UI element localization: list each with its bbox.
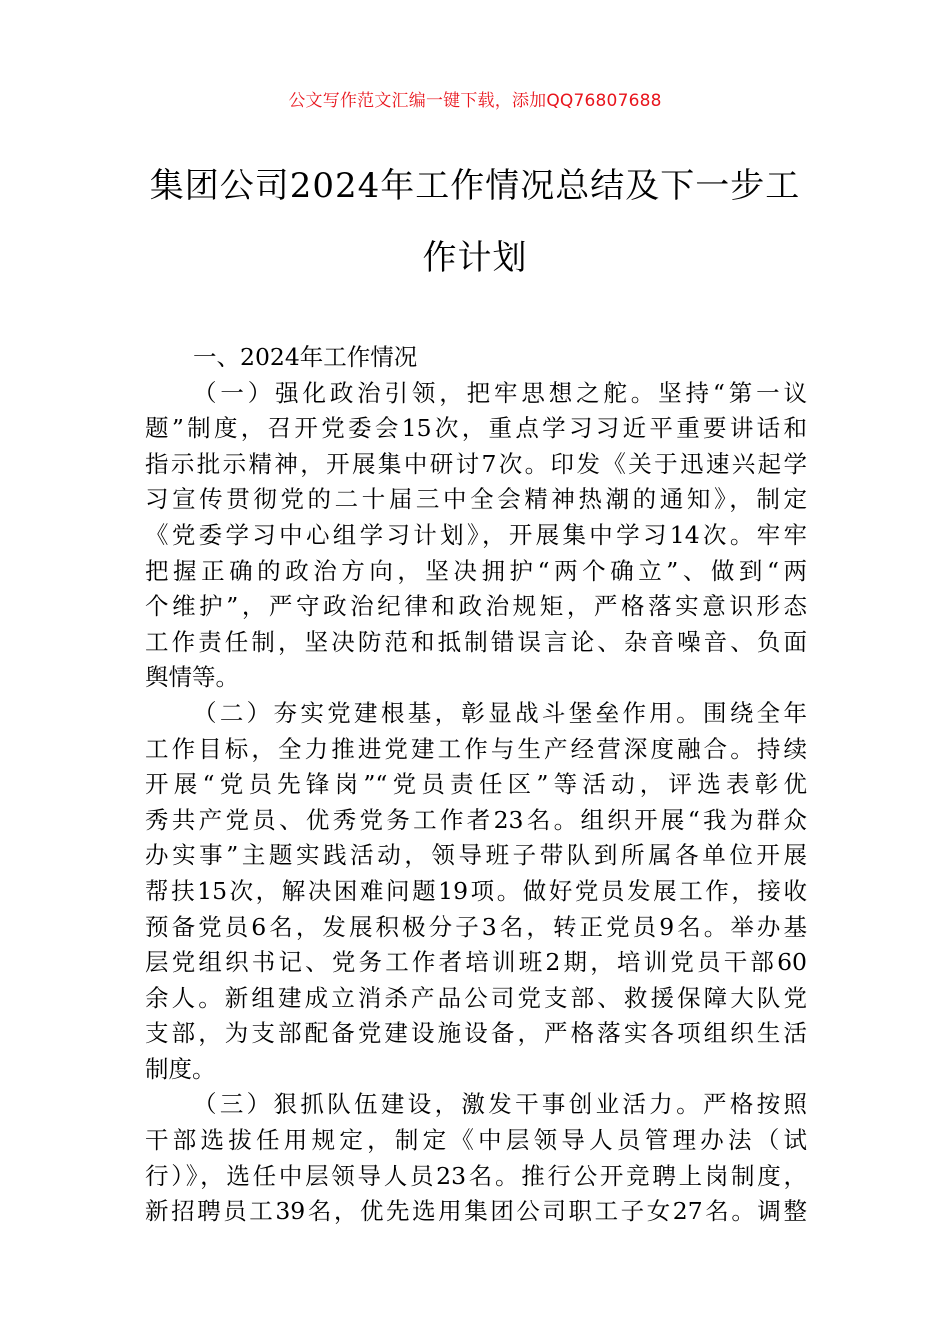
body-line: 帮扶15次，解决困难问题19项。做好党员发展工作，接收 xyxy=(145,876,807,905)
body-line: 预备党员6名，发展积极分子3名，转正党员9名。举办基 xyxy=(145,912,807,941)
body-line: 办实事”主题实践活动，领导班子带队到所属各单位开展 xyxy=(145,841,807,870)
body-line: 干部选拔任用规定，制定《中层领导人员管理办法（试 xyxy=(145,1126,807,1155)
body-line: 秀共产党员、优秀党务工作者23名。组织开展“我为群众 xyxy=(145,805,807,834)
body-line: 制度。 xyxy=(145,1054,216,1083)
title-line-1: 集团公司2024年工作情况总结及下一步工 xyxy=(149,166,801,206)
body-line: 行）》，选任中层领导人员23名。推行公开竞聘上岗制度， xyxy=(145,1161,807,1190)
body-line: 《党委学习中心组学习计划》，开展集中学习14次。牢牢 xyxy=(145,520,807,549)
body-line: 开展“党员先锋岗”“党员责任区”等活动，评选表彰优 xyxy=(145,770,807,799)
body-line: 把握正确的政治方向，坚决拥护“两个确立”、做到“两 xyxy=(145,556,807,585)
body-line: 层党组织书记、党务工作者培训班2期，培训党员干部60 xyxy=(145,948,807,977)
body-line: 新招聘员工39名，优先选用集团公司职工子女27名。调整 xyxy=(145,1197,807,1226)
title-line-2: 作计划 xyxy=(422,238,528,278)
body-line: 支部，为支部配备党建设施设备，严格落实各项组织生活 xyxy=(145,1019,807,1048)
body-line: （二）夯实党建根基，彰显战斗堡垒作用。围绕全年 xyxy=(193,698,807,727)
body-line: 一、2024年工作情况 xyxy=(193,343,418,371)
body-line: （三）狠抓队伍建设，激发干事创业活力。严格按照 xyxy=(193,1090,807,1119)
body-line: 余人。新组建成立消杀产品公司党支部、救援保障大队党 xyxy=(145,983,807,1012)
body-line: 工作责任制，坚决防范和抵制错误言论、杂音噪音、负面 xyxy=(145,627,807,656)
document-body xyxy=(145,340,807,1230)
body-line: 习宣传贯彻党的二十届三中全会精神热潮的通知》，制定 xyxy=(145,485,807,514)
body-line: 舆情等。 xyxy=(145,663,239,692)
body-line: 个维护”，严守政治纪律和政治规矩，严格落实意识形态 xyxy=(145,592,807,621)
body-line: 指示批示精神，开展集中研讨7次。印发《关于迅速兴起学 xyxy=(145,449,807,478)
body-line: 工作目标，全力推进党建工作与生产经营深度融合。持续 xyxy=(145,734,807,763)
body-line: 题”制度，召开党委会15次，重点学习习近平重要讲话和 xyxy=(145,414,807,443)
document-title xyxy=(135,150,815,294)
body-line: （一）强化政治引领，把牢思想之舵。坚持“第一议 xyxy=(193,378,807,407)
promo-banner: 公文写作范文汇编一键下载，添加QQ76807688 xyxy=(288,91,662,111)
